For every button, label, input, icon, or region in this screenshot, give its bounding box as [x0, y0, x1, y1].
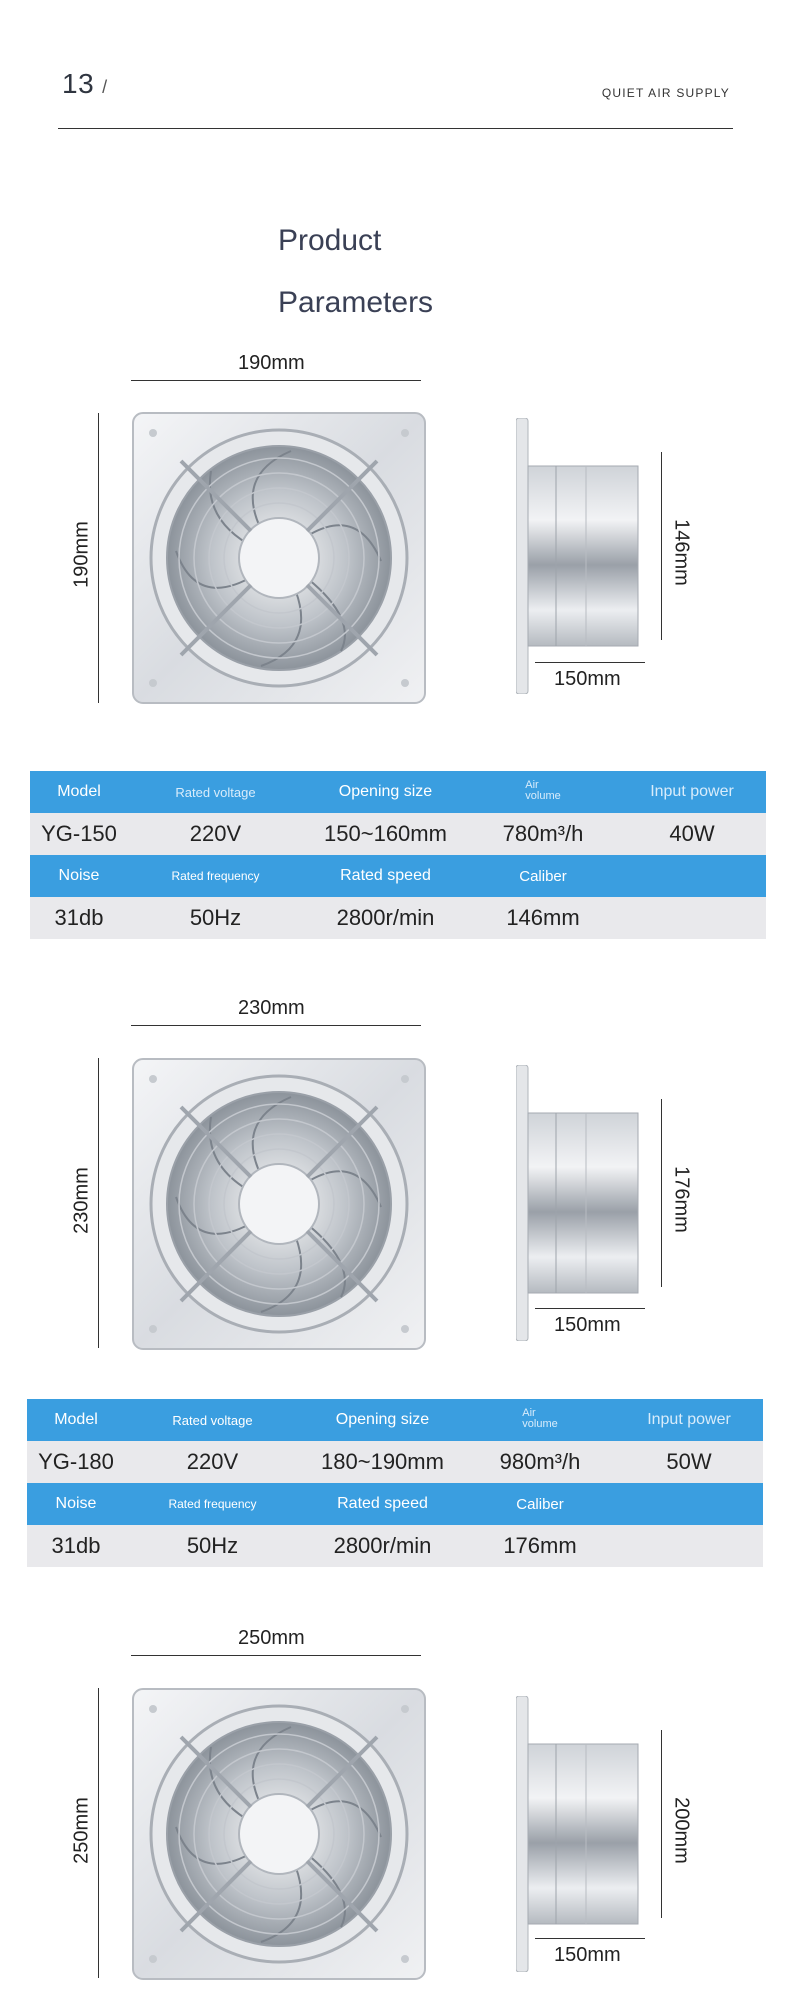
label-rated-speed: Rated speed [337, 1495, 428, 1512]
label-air-volume-2: volume [525, 790, 561, 802]
spec-value-row-2 [30, 897, 766, 939]
product-2-height-label: 230mm [70, 1167, 93, 1234]
label-rated-frequency: Rated frequency [171, 869, 260, 883]
value-opening: 180~190mm [321, 1449, 444, 1474]
spec-header-row-2 [30, 855, 766, 897]
label-air-volume-1: Air [525, 779, 539, 791]
value-speed: 2800r/min [336, 905, 435, 930]
product-1-height-label: 190mm [70, 521, 93, 588]
product-3-width-line [131, 1655, 421, 1656]
product-2-side-width-line [535, 1308, 645, 1309]
spec-value-row [30, 813, 766, 855]
product-1-depth-label: 146mm [670, 519, 693, 586]
spec-header-row [27, 1399, 763, 1441]
product-3-height-line [98, 1688, 99, 1978]
label-air-volume-2: volume [522, 1418, 558, 1430]
value-noise: 31db [51, 1533, 101, 1558]
label-opening-size: Opening size [338, 783, 433, 800]
spec-value-row-2 [27, 1525, 763, 1567]
value-air: 980m³/h [499, 1449, 581, 1474]
label-rated-voltage: Rated voltage [172, 1412, 253, 1428]
product-2-width-label: 230mm [238, 997, 305, 1019]
spec-header-row-2 [27, 1483, 763, 1525]
label-air-volume [468, 780, 618, 804]
product-1-spec-table [30, 771, 766, 939]
value-caliber: 146mm [506, 905, 580, 930]
product-2-fan-side-image [516, 1065, 642, 1341]
product-2-height-line [98, 1058, 99, 1348]
value-voltage: 220V [186, 1449, 239, 1474]
label-caliber: Caliber [519, 867, 567, 885]
label-noise: Noise [58, 867, 100, 884]
brand-tagline: QUIET AIR SUPPLY [601, 86, 730, 100]
label-input-power: Input power [647, 1411, 731, 1428]
header-divider [58, 128, 733, 129]
product-3-fan-side-image [516, 1696, 642, 1972]
label-caliber: Caliber [516, 1495, 564, 1513]
product-3-side-width-label: 150mm [554, 1944, 621, 1966]
title-line-1: Product [278, 224, 382, 257]
label-air-volume-1: Air [522, 1407, 536, 1419]
label-rated-speed: Rated speed [340, 867, 431, 884]
page-number-slash: / [102, 77, 108, 97]
value-caliber: 176mm [503, 1533, 577, 1558]
value-power: 40W [669, 821, 715, 846]
value-voltage: 220V [189, 821, 242, 846]
product-2-depth-label: 176mm [670, 1166, 693, 1233]
label-air-volume [465, 1408, 615, 1432]
title-line-2: Parameters [278, 286, 434, 319]
label-model: Model [57, 783, 101, 800]
product-3-width-label: 250mm [238, 1627, 305, 1649]
product-1-width-line [131, 380, 421, 381]
product-3-depth-label: 200mm [670, 1797, 693, 1864]
product-1-fan-front-image [131, 411, 427, 705]
value-noise: 31db [54, 905, 104, 930]
value-opening: 150~160mm [324, 821, 447, 846]
label-noise: Noise [55, 1495, 97, 1512]
label-opening-size: Opening size [335, 1411, 430, 1428]
value-frequency: 50Hz [186, 1533, 239, 1558]
product-1-fan-side-image [516, 418, 642, 694]
value-speed: 2800r/min [333, 1533, 432, 1558]
product-2-depth-line [661, 1099, 662, 1287]
product-3-fan-front-image [131, 1687, 427, 1981]
value-air: 780m³/h [502, 821, 584, 846]
label-rated-frequency: Rated frequency [168, 1497, 257, 1511]
value-model: YG-180 [38, 1449, 114, 1474]
value-model: YG-150 [41, 821, 117, 846]
label-rated-voltage: Rated voltage [175, 784, 256, 800]
value-power: 50W [666, 1449, 712, 1474]
page-number [62, 68, 108, 100]
product-2-spec-table [27, 1399, 763, 1567]
product-2-fan-front-image [131, 1057, 427, 1351]
label-input-power: Input power [650, 783, 734, 800]
value-frequency: 50Hz [189, 905, 242, 930]
label-model: Model [54, 1411, 98, 1428]
product-2-side-width-label: 150mm [554, 1314, 621, 1336]
product-3-height-label: 250mm [70, 1797, 93, 1864]
spec-value-row [27, 1441, 763, 1483]
product-3-depth-line [661, 1730, 662, 1918]
product-3-side-width-line [535, 1938, 645, 1939]
product-1-height-line [98, 413, 99, 703]
product-1-side-width-line [535, 662, 645, 663]
product-2-width-line [131, 1025, 421, 1026]
product-1-depth-line [661, 452, 662, 640]
product-1-width-label: 190mm [238, 352, 305, 374]
product-1-side-width-label: 150mm [554, 668, 621, 690]
page-number-text: 13 [62, 68, 95, 99]
spec-header-row [30, 771, 766, 813]
